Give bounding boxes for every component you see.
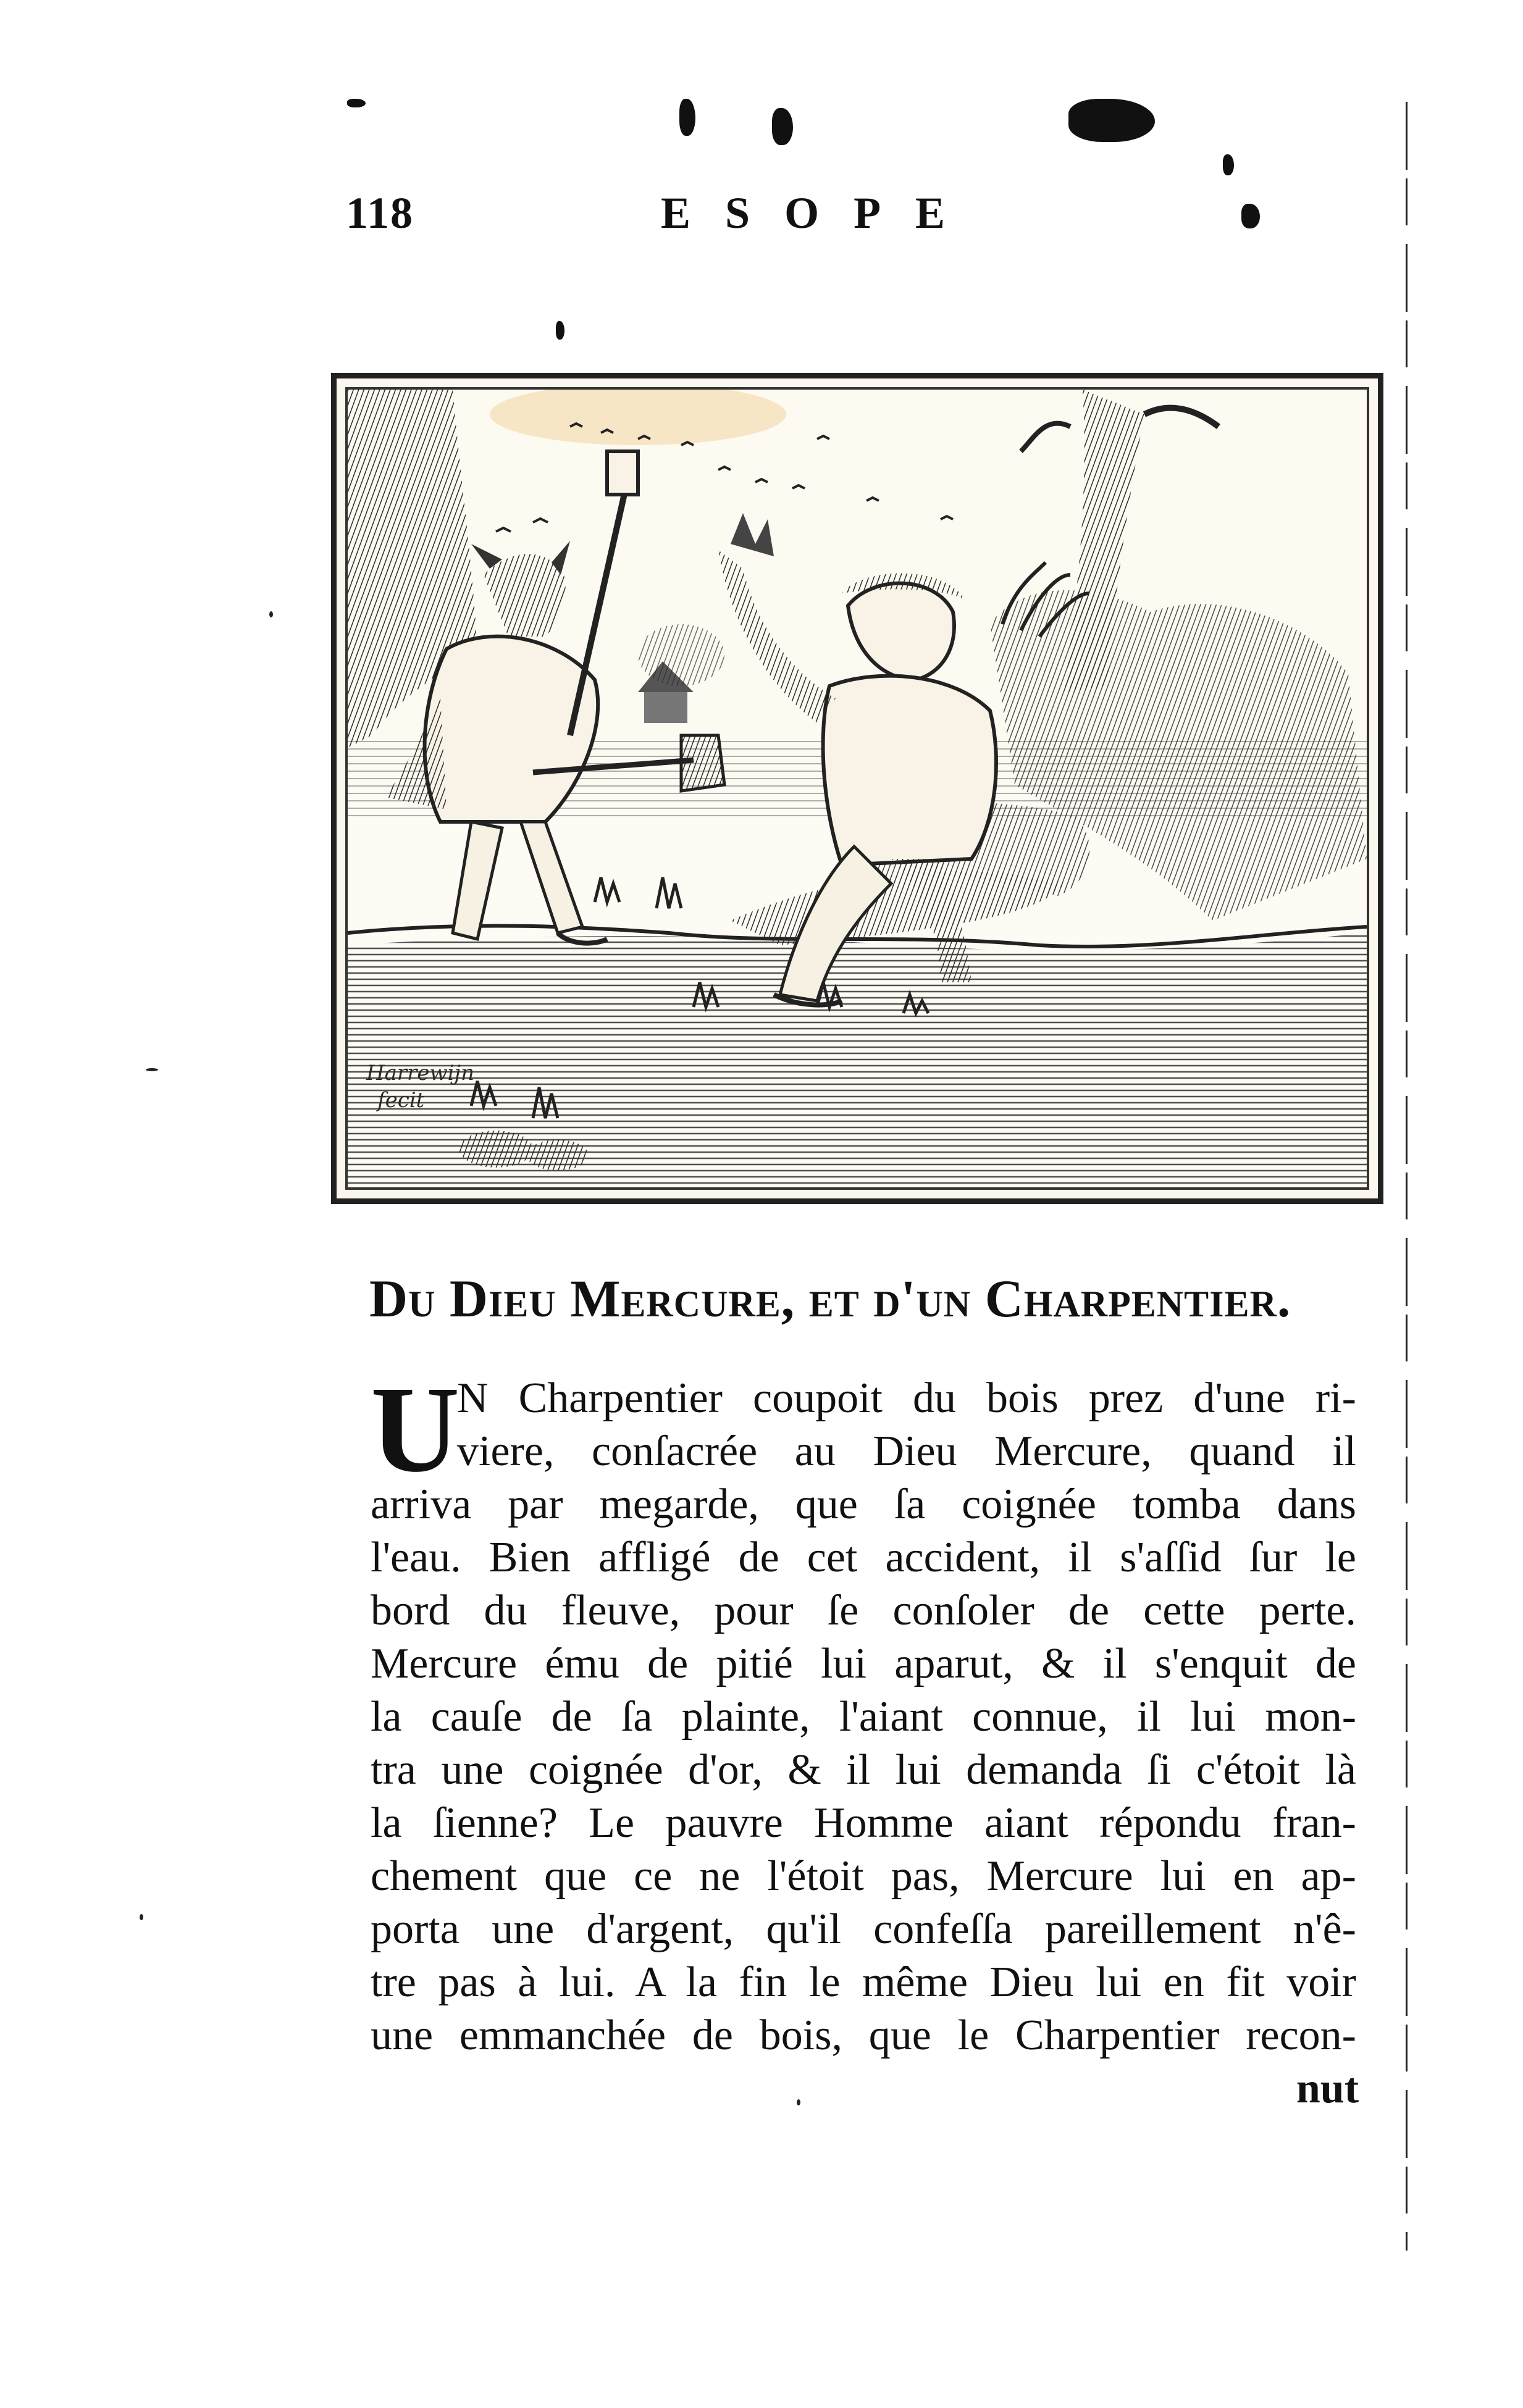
ink-speck (797, 2099, 800, 2105)
rock (527, 1140, 589, 1171)
fable-title: Du Dieu Mercure, et d'un Charpentier. (369, 1269, 1291, 1328)
ink-speck (269, 611, 273, 617)
fable-body (371, 1361, 1356, 2062)
ink-blot (1068, 99, 1155, 142)
page-number: 118 (346, 188, 414, 238)
running-head (346, 185, 1346, 241)
text-line: tra une coignée d'or, & il lui demanda ſi c'étoit là (371, 1746, 1356, 1794)
signature-fecit: fecit (377, 1088, 425, 1113)
ink-blot (1223, 154, 1234, 175)
ink-blot (772, 108, 793, 145)
engraver-signature (366, 1060, 474, 1114)
text-line: tre pas à lui. A la fin le même Dieu lui en fit voir (371, 1959, 1356, 2006)
ink-blot (1241, 204, 1260, 228)
text-line: arriva par megarde, que ſa coignée tomba dans (371, 1481, 1356, 1528)
signature-name: Harrewijn (366, 1061, 474, 1085)
ink-blot (679, 99, 695, 136)
text-line: Mercure ému de pitié lui aparut, & il s'enquit de (371, 1640, 1356, 1687)
engraving-illustration (331, 373, 1383, 1204)
text-line: la ſienne? Le pauvre Homme aiant répondu fran- (371, 1799, 1356, 1847)
page-edge-line (1406, 102, 1408, 2251)
catchword: nut (1296, 2065, 1359, 2112)
drop-cap: U (371, 1361, 460, 1498)
running-title: ESOPE (661, 188, 980, 238)
text-line: porta une d'argent, qu'il confeſſa pareillement n'ê- (371, 1905, 1356, 1953)
engraving-scene (348, 390, 1367, 1187)
ink-speck (140, 1914, 143, 1920)
text-line: la cauſe de ſa plainte, l'aiant connue, il lui mon- (371, 1693, 1356, 1741)
ink-blot (347, 99, 366, 107)
text-line: bord du fleuve, pour ſe conſoler de cette perte. (371, 1587, 1356, 1634)
text-line: viere, conſacrée au Dieu Mercure, quand il (457, 1428, 1356, 1475)
rock (459, 1131, 533, 1168)
engraving-inner-frame (345, 387, 1369, 1190)
text-line: l'eau. Bien affligé de cet accident, il s'aſſid ſur le (371, 1534, 1356, 1581)
text-line: chement que ce ne l'étoit pas, Mercure lui en ap- (371, 1852, 1356, 1900)
text-line: N Charpentier coupoit du bois prez d'une ri- (457, 1374, 1356, 1422)
ink-blot (556, 321, 564, 340)
ink-speck (146, 1068, 158, 1071)
text-line: une emmanchée de bois, que le Charpentier recon- (371, 2012, 1356, 2059)
